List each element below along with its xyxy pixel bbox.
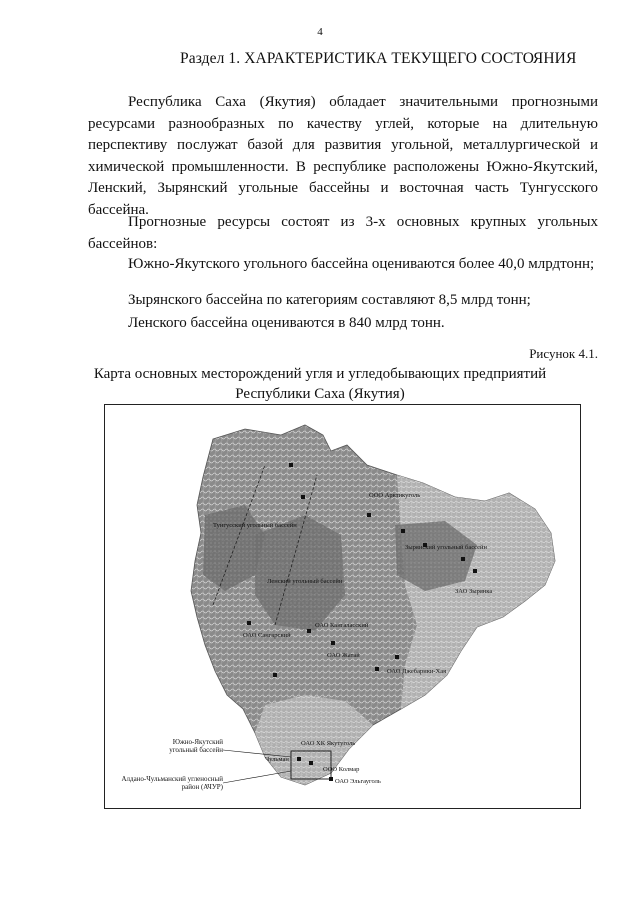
legend-aldan: Алдано-Чульманский угленосный район (АЧУР) bbox=[121, 775, 223, 791]
label-neryungri: ОАО ХК Якутуголь bbox=[301, 740, 356, 747]
deposit-marker bbox=[297, 757, 301, 761]
paragraph-lena: Ленского бассейна оцениваются в 840 млрд тонн. bbox=[128, 315, 445, 331]
label-zyryanka: ЗАО Зырянка bbox=[455, 588, 493, 595]
label-chulman: Чульман bbox=[265, 756, 289, 763]
section-title: Раздел 1. ХАРАКТЕРИСТИКА ТЕКУЩЕГО СОСТОЯНИЯ bbox=[180, 50, 577, 67]
label-tungus: Тунгусский угольный бассейн bbox=[213, 522, 297, 529]
label-kangalassy: ОАО Кангаласский bbox=[315, 622, 369, 629]
label-lena: Ленский угольный бассейн bbox=[267, 578, 343, 585]
deposit-marker bbox=[273, 673, 277, 677]
figure-title-line2: Республики Саха (Якутия) bbox=[235, 386, 405, 402]
figure-title bbox=[0, 364, 640, 404]
paragraph-south-yakut: Южно-Якутского угольного бассейна оцениваются более 40,0 млрдтонн; bbox=[128, 256, 595, 272]
deposit-marker bbox=[395, 655, 399, 659]
label-dzhebariki: ОАО Джебарики-Хая bbox=[387, 668, 447, 675]
label-arktik: ООО Арктикуголь bbox=[369, 492, 421, 499]
paragraph-intro: Республика Саха (Якутия) обладает значительными прогнозными ресурсами разнообразных по качеству углей, которые на длительную перспективу послужат базой для развития угольной, металлургической и химической промышленности. В республике расположены Южно-Якутский, Ленский, Зырянский угольные бассейны и восточная часть Тунгусского бассейна. bbox=[88, 94, 598, 218]
label-kolmar: ООО Колмар bbox=[323, 766, 360, 773]
figure-label: Рисунок 4.1. bbox=[529, 346, 598, 361]
deposit-marker bbox=[331, 641, 335, 645]
deposit-marker bbox=[401, 529, 405, 533]
label-zhatay: ОАО Жатай bbox=[327, 652, 360, 659]
label-zyryan: Зырянский угольный бассейн bbox=[405, 544, 487, 551]
paragraph-zyryan: Зырянского бассейна по категориям составляют 8,5 млрд тонн; bbox=[128, 292, 531, 308]
page-number: 4 bbox=[317, 26, 323, 38]
deposit-marker bbox=[461, 557, 465, 561]
deposit-marker bbox=[307, 629, 311, 633]
map-frame bbox=[104, 404, 581, 809]
deposit-marker bbox=[247, 621, 251, 625]
label-sangar: ОАО Сангарский bbox=[243, 632, 291, 639]
deposit-marker bbox=[367, 513, 371, 517]
legend-south-basin: Южно-Якутский угольный бассейн bbox=[169, 738, 223, 754]
deposit-marker bbox=[375, 667, 379, 671]
deposit-marker bbox=[301, 495, 305, 499]
label-erel: ОАО Эльгауголь bbox=[335, 778, 381, 785]
deposit-marker bbox=[309, 761, 313, 765]
figure-title-line1: Карта основных месторождений угля и угледобывающих предприятий bbox=[93, 366, 547, 382]
deposit-marker bbox=[473, 569, 477, 573]
deposit-marker bbox=[289, 463, 293, 467]
paragraph-resources: Прогнозные ресурсы состоят из 3-х основных крупных угольных бассейнов: bbox=[88, 214, 598, 252]
